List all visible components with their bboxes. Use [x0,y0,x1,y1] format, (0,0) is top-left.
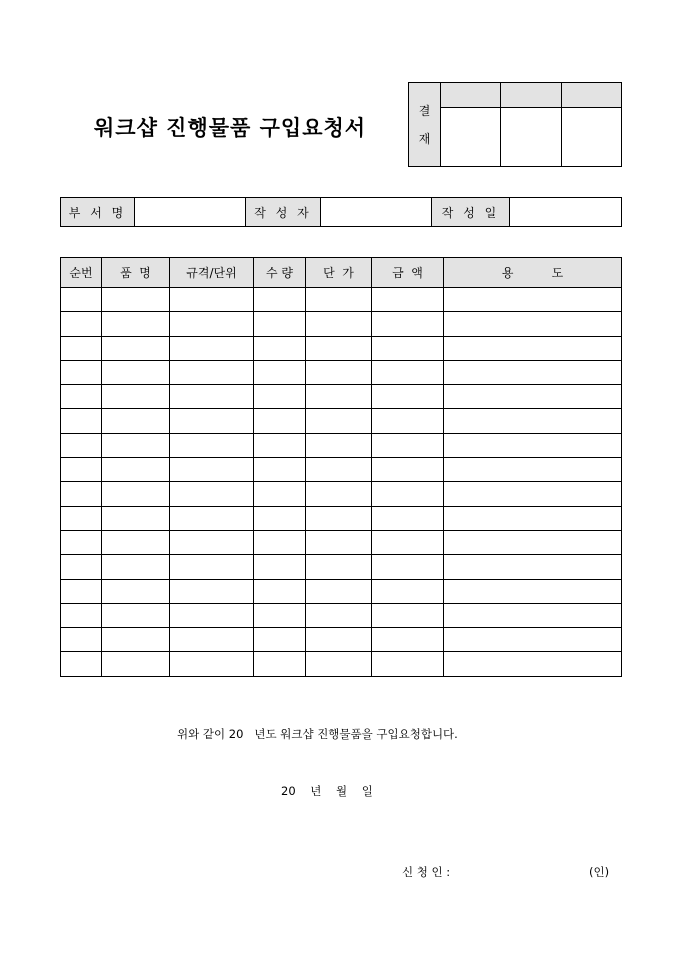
table-cell[interactable] [254,506,306,530]
info-table [60,197,622,227]
table-cell[interactable] [372,506,444,530]
table-cell[interactable] [170,433,254,457]
table-cell[interactable] [254,433,306,457]
header-unit-price: 단 가 [306,258,372,288]
table-cell[interactable] [444,433,622,457]
table-cell[interactable] [61,628,102,652]
table-row [61,288,622,312]
table-row [61,530,622,554]
items-header-row [61,258,622,288]
table-cell[interactable] [306,652,372,676]
table-cell[interactable] [61,652,102,676]
table-cell[interactable] [372,288,444,312]
table-cell[interactable] [102,385,170,409]
table-cell[interactable] [372,652,444,676]
request-statement: 위와 같이 20 년도 워크샵 진행물품을 구입요청합니다. [177,727,458,741]
table-cell[interactable] [102,433,170,457]
table-row [61,555,622,579]
table-cell[interactable] [254,555,306,579]
header-item-name: 품 명 [102,258,170,288]
approval-label-top: 결 [418,103,431,118]
table-cell[interactable] [306,506,372,530]
table-cell[interactable] [444,312,622,336]
table-cell[interactable] [102,628,170,652]
approval-label-bottom: 재 [418,131,431,146]
table-cell[interactable] [170,530,254,554]
table-cell[interactable] [306,312,372,336]
table-cell[interactable] [254,336,306,360]
table-cell[interactable] [444,530,622,554]
table-cell[interactable] [170,652,254,676]
table-cell[interactable] [170,360,254,384]
table-cell[interactable] [372,458,444,482]
table-cell[interactable] [102,360,170,384]
table-cell[interactable] [254,579,306,603]
table-cell[interactable] [372,555,444,579]
table-row [61,433,622,457]
table-cell[interactable] [444,482,622,506]
items-table [60,257,622,677]
table-cell[interactable] [372,312,444,336]
table-cell[interactable] [61,336,102,360]
table-cell[interactable] [102,409,170,433]
table-cell[interactable] [372,385,444,409]
table-cell[interactable] [102,482,170,506]
table-cell[interactable] [444,652,622,676]
table-cell[interactable] [170,482,254,506]
table-cell[interactable] [254,458,306,482]
table-cell[interactable] [372,409,444,433]
table-cell[interactable] [306,530,372,554]
approval-sign-cell[interactable] [441,108,501,167]
table-cell[interactable] [102,530,170,554]
approval-header-cell [441,83,501,108]
table-cell[interactable] [170,336,254,360]
header-spec-unit: 규격/단위 [170,258,254,288]
table-cell[interactable] [61,603,102,627]
table-cell[interactable] [306,433,372,457]
table-cell[interactable] [306,385,372,409]
table-cell[interactable] [254,628,306,652]
table-cell[interactable] [444,579,622,603]
table-cell[interactable] [306,482,372,506]
table-cell[interactable] [444,603,622,627]
table-row [61,628,622,652]
table-cell[interactable] [254,312,306,336]
table-cell[interactable] [372,433,444,457]
table-cell[interactable] [306,555,372,579]
table-cell[interactable] [254,603,306,627]
table-cell[interactable] [61,385,102,409]
table-cell[interactable] [254,652,306,676]
table-row [61,482,622,506]
table-cell[interactable] [306,603,372,627]
table-row [61,603,622,627]
table-row [61,652,622,676]
writer-label: 작 성 자 [246,198,321,227]
dept-label: 부 서 명 [61,198,135,227]
table-row [61,336,622,360]
request-date: 20 년 월 일 [281,784,373,798]
table-row [61,506,622,530]
table-cell[interactable] [306,579,372,603]
header-seq: 순번 [61,258,102,288]
table-cell[interactable] [61,288,102,312]
table-cell[interactable] [102,579,170,603]
table-cell[interactable] [444,409,622,433]
table-cell[interactable] [61,409,102,433]
seal-label: (인) [589,865,610,879]
table-cell[interactable] [306,409,372,433]
table-cell[interactable] [306,336,372,360]
table-cell[interactable] [306,458,372,482]
table-cell[interactable] [170,555,254,579]
table-cell[interactable] [444,385,622,409]
table-cell[interactable] [61,312,102,336]
header-purpose: 용 도 [444,258,622,288]
applicant-label: 신 청 인 : [402,865,451,879]
table-cell[interactable] [444,360,622,384]
table-row [61,458,622,482]
approval-sign-cell[interactable] [561,108,621,167]
table-cell[interactable] [372,603,444,627]
table-row [61,385,622,409]
table-cell[interactable] [306,628,372,652]
date-label: 작 성 일 [432,198,510,227]
table-cell[interactable] [102,603,170,627]
table-cell[interactable] [254,360,306,384]
table-cell[interactable] [306,288,372,312]
table-cell[interactable] [170,603,254,627]
table-cell[interactable] [170,385,254,409]
table-cell[interactable] [61,482,102,506]
table-cell[interactable] [170,579,254,603]
table-cell[interactable] [102,288,170,312]
table-cell[interactable] [61,530,102,554]
table-cell[interactable] [444,288,622,312]
table-cell[interactable] [254,385,306,409]
table-row [61,360,622,384]
table-cell[interactable] [372,482,444,506]
header-quantity: 수 량 [254,258,306,288]
table-cell[interactable] [372,360,444,384]
table-cell[interactable] [372,530,444,554]
table-cell[interactable] [444,336,622,360]
table-row [61,409,622,433]
approval-box [408,82,622,167]
table-row [61,579,622,603]
table-cell[interactable] [61,579,102,603]
approval-header-cell [501,83,561,108]
table-cell[interactable] [170,409,254,433]
table-cell[interactable] [170,506,254,530]
table-cell[interactable] [102,652,170,676]
table-cell[interactable] [372,579,444,603]
approval-label [409,83,441,167]
table-cell[interactable] [254,530,306,554]
table-cell[interactable] [372,336,444,360]
table-cell[interactable] [444,555,622,579]
table-cell[interactable] [372,628,444,652]
dept-field[interactable] [135,198,246,227]
writer-field[interactable] [321,198,432,227]
table-cell[interactable] [170,458,254,482]
table-cell[interactable] [102,458,170,482]
table-cell[interactable] [444,628,622,652]
table-cell[interactable] [254,409,306,433]
table-cell[interactable] [170,312,254,336]
table-cell[interactable] [61,433,102,457]
table-cell[interactable] [61,360,102,384]
date-field[interactable] [510,198,622,227]
table-cell[interactable] [102,506,170,530]
table-cell[interactable] [444,458,622,482]
table-cell[interactable] [170,628,254,652]
table-row [61,312,622,336]
table-cell[interactable] [102,555,170,579]
table-cell[interactable] [61,506,102,530]
table-cell[interactable] [61,458,102,482]
table-cell[interactable] [102,312,170,336]
table-cell[interactable] [102,336,170,360]
table-cell[interactable] [170,288,254,312]
table-cell[interactable] [254,288,306,312]
table-cell[interactable] [306,360,372,384]
approval-sign-cell[interactable] [501,108,561,167]
table-cell[interactable] [254,482,306,506]
table-cell[interactable] [444,506,622,530]
approval-header-cell [561,83,621,108]
table-cell[interactable] [61,555,102,579]
document-title: 워크샵 진행물품 구입요청서 [94,115,367,140]
header-amount: 금 액 [372,258,444,288]
